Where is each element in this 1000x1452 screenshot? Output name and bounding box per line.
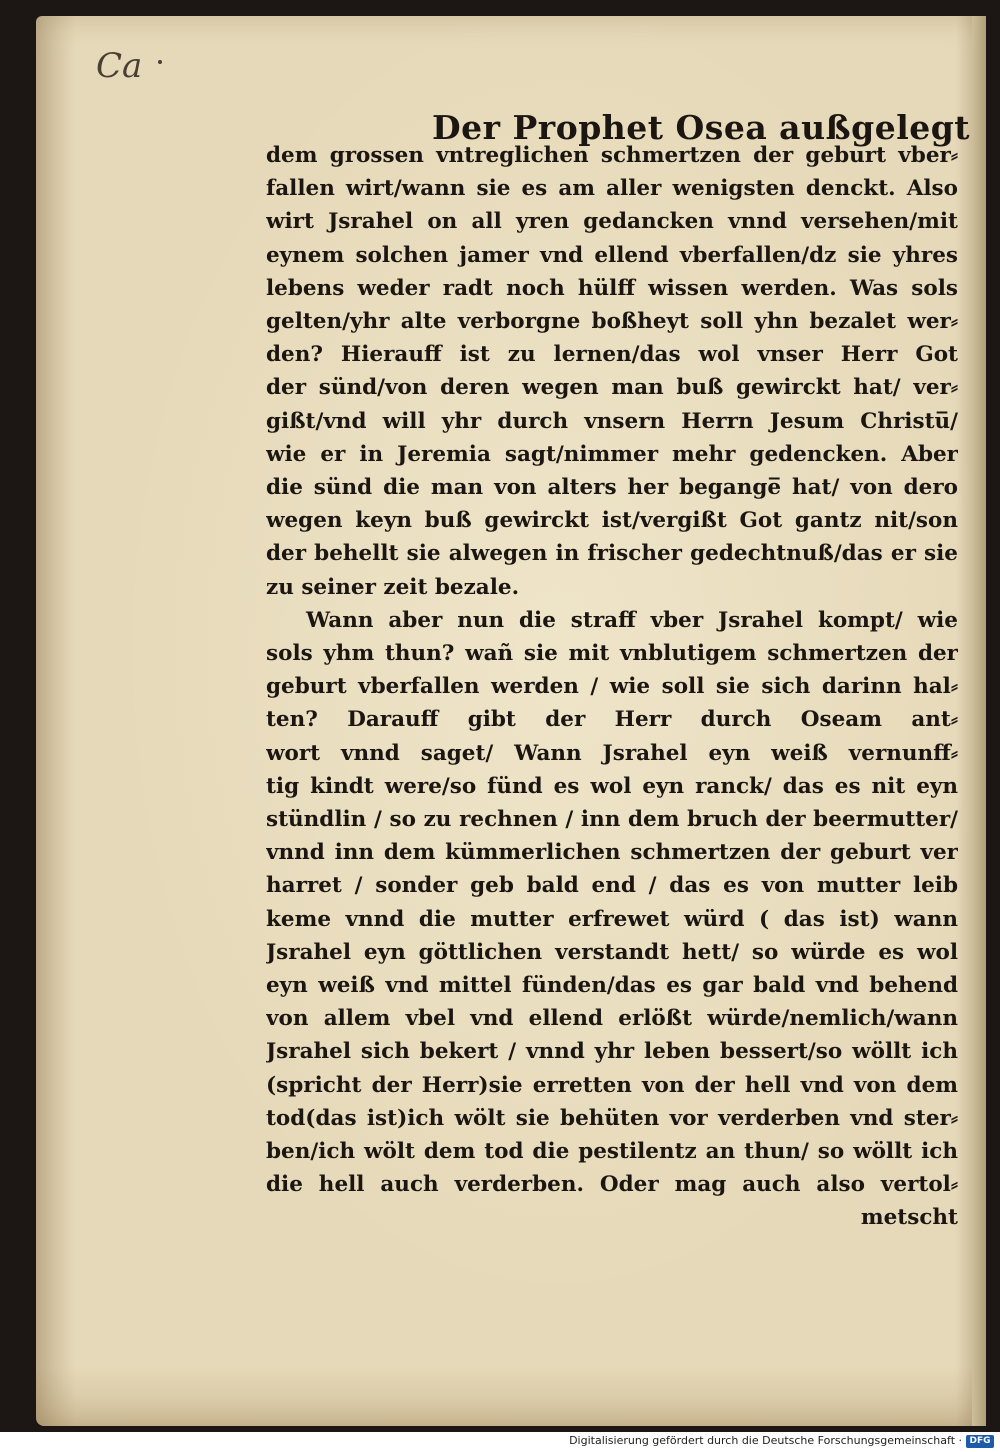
text-line: wort vnnd saget/ Wann Jsrahel eyn weiß vernunff⸗ (266, 740, 958, 766)
text-line: Jsrahel sich bekert / vnnd yhr leben bessert/so wöllt ich (266, 1039, 958, 1065)
text-line: eynem solchen jamer vnd ellend vberfallen/dz sie yhres (266, 242, 958, 268)
text-line: vnnd inn dem kümmerlichen schmertzen der geburt ver (266, 840, 958, 866)
text-line: dem grossen vntreglichen schmertzen der geburt vber⸗ (266, 143, 958, 168)
text-line: ten? Darauff gibt der Herr durch Oseam ant⸗ (266, 707, 958, 733)
catchword: metscht (860, 1205, 958, 1231)
footer-bar (0, 1432, 1000, 1452)
running-head: Der Prophet Osea außgelegt (432, 108, 971, 147)
text-line: Wann aber nun die straff vber Jsrahel kompt/ wie (306, 607, 958, 633)
text-line: tig kindt were/so fünd es wol eyn ranck/ das es nit eyn (266, 773, 958, 799)
text-line: Jsrahel eyn göttlichen verstandt hett/ so würde es wol (266, 939, 958, 965)
folio-mark: Ca (96, 46, 143, 86)
text-line: von allem vbel vnd ellend erlößt würde/nemlich/wann (266, 1006, 958, 1032)
text-line: den? Hierauff ist zu lernen/das wol vnser Herr Got (266, 342, 958, 368)
text-line: keme vnnd die mutter erfrewet würd ( das ist) wann (266, 906, 958, 932)
text-line: ben/ich wölt dem tod die pestilentz an thun/ so wöllt ich (266, 1139, 958, 1164)
text-line: der behellt sie alwegen in frischer gedechtnuß/das er sie (266, 541, 958, 567)
text-line: die sünd die man von alters her begange̅ hat/ von dero (266, 475, 958, 500)
text-line: sols yhm thun? wañ sie mit vnblutigem schmertzen der (266, 641, 958, 666)
text-line: zu seiner zeit bezale. (266, 574, 520, 600)
text-line: eyn weiß vnd mittel fünden/das es gar bald vnd behend (266, 973, 958, 998)
dfg-logo: DFG (966, 1435, 994, 1448)
text-line: (spricht der Herr)sie erretten von der hell vnd von dem (266, 1072, 958, 1098)
text-line: gelten/yhr alte verborgne boßheyt soll yhn bezalet wer⸗ (266, 309, 958, 334)
footer-credit: Digitalisierung gefördert durch die Deutsche Forschungsgemeinschaft · (569, 1434, 962, 1447)
text-line: die hell auch verderben. Oder mag auch also vertol⸗ (266, 1172, 958, 1198)
text-line: der sünd/von deren wegen man buß gewirckt hat/ ver⸗ (266, 375, 958, 401)
text-line: harret / sonder geb bald end / das es von mutter leib (266, 873, 958, 899)
text-line: tod(das ist)ich wölt sie behüten vor verderben vnd ster⸗ (266, 1105, 958, 1131)
folio-dot (158, 60, 162, 64)
page-edge (972, 16, 986, 1426)
text-line: gißt/vnd will yhr durch vnsern Herrn Jesum Christu̅/ (266, 408, 958, 434)
text-line: wirt Jsrahel on all yren gedancken vnnd versehen/mit (266, 209, 958, 235)
text-line: lebens weder radt noch hülff wissen werden. Was sols (266, 275, 958, 301)
text-line: geburt vberfallen werden / wie soll sie sich darinn hal⸗ (266, 674, 958, 700)
text-line: fallen wirt/wann sie es am aller wenigsten denckt. Also (266, 176, 958, 202)
text-line: stündlin / so zu rechnen / inn dem bruch der beermutter/ (266, 807, 958, 832)
text-line: wie er in Jeremia sagt/nimmer mehr gedencken. Aber (266, 441, 958, 467)
text-line: wegen keyn buß gewirckt ist/vergißt Got gantz nit/son (266, 508, 958, 534)
